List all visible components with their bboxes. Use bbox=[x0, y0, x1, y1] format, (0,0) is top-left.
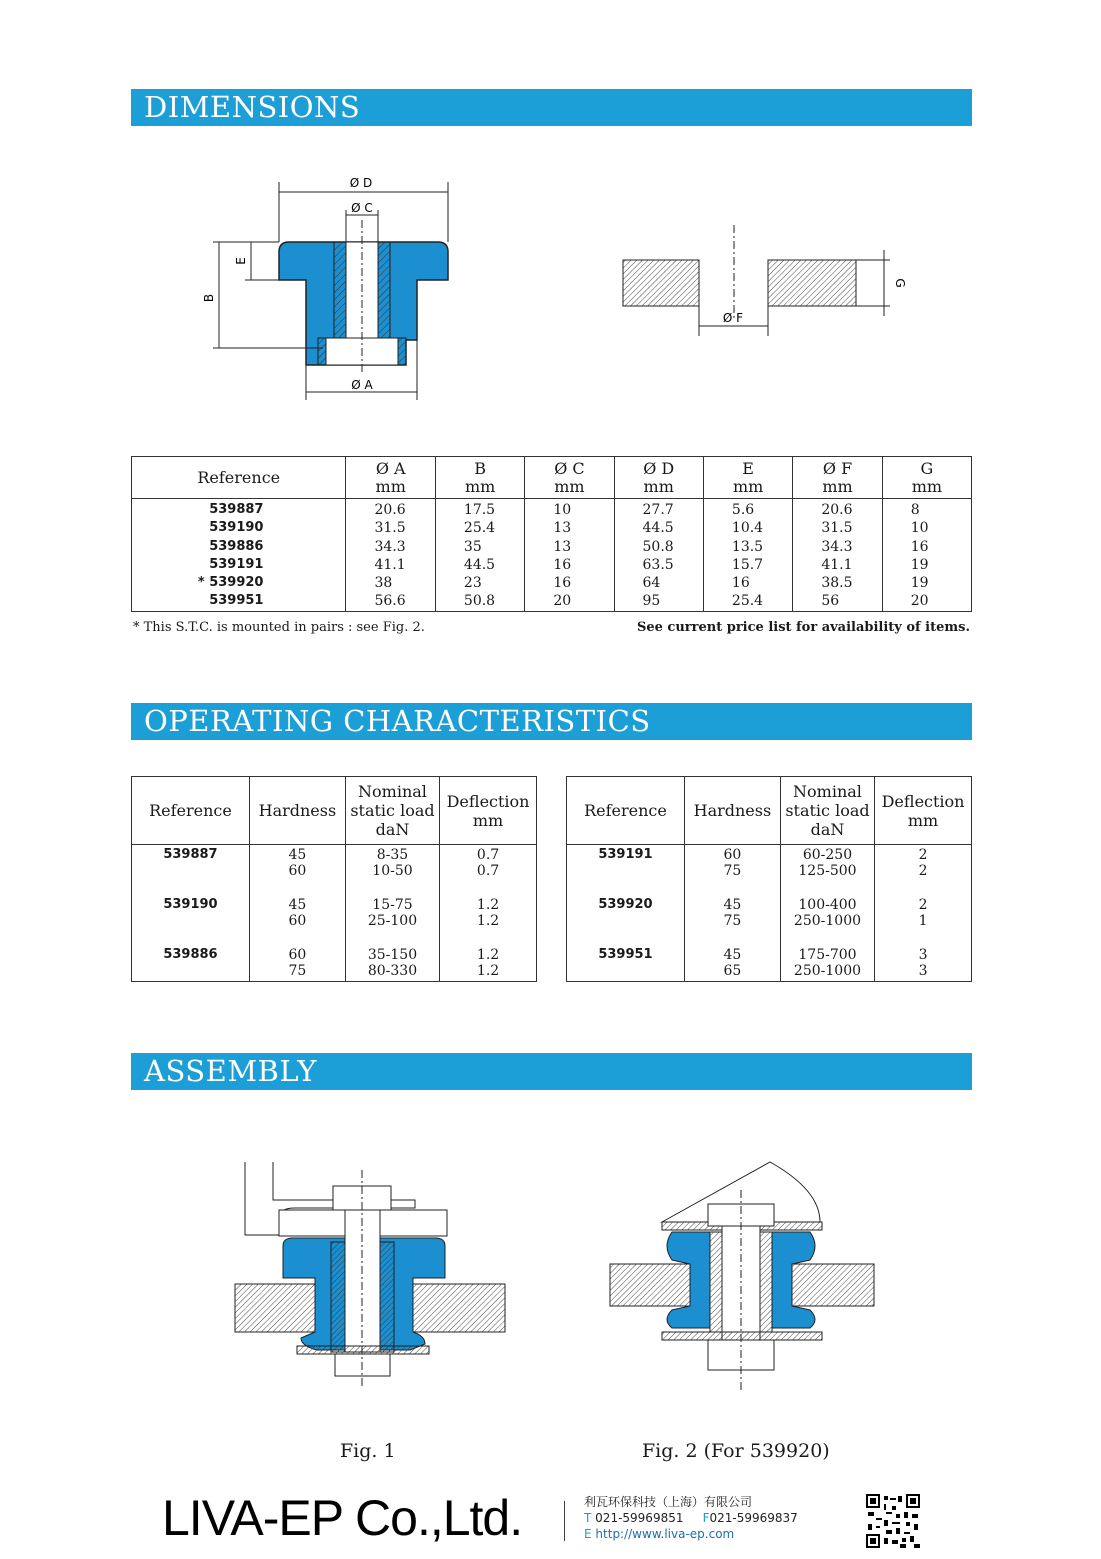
footnote: * This S.T.C. is mounted in pairs : see Fig. 2. bbox=[133, 620, 425, 635]
value-cell: 16 bbox=[703, 574, 792, 592]
website-link[interactable]: http://www.liva-ep.com bbox=[595, 1527, 735, 1541]
deflection-value: 3 bbox=[918, 947, 928, 963]
value-cell: 10 bbox=[525, 499, 614, 520]
tel-number: 021-59969851 bbox=[595, 1511, 684, 1525]
reference-cell: 539190 bbox=[132, 519, 346, 537]
value-cell: 56.6 bbox=[346, 592, 435, 611]
value-cell: 34.3 bbox=[793, 538, 882, 556]
value-cell: 16 bbox=[525, 574, 614, 592]
col-a bbox=[346, 457, 435, 499]
dimensions-row bbox=[132, 519, 972, 537]
col-hardness-text: Hardness bbox=[693, 801, 772, 820]
col-b-name: B bbox=[474, 459, 486, 478]
load-cell bbox=[345, 895, 439, 945]
deflection-value: 2 bbox=[918, 863, 928, 879]
load-value: 10-50 bbox=[372, 863, 413, 879]
deflection-cell bbox=[440, 945, 537, 982]
value-cell: 8 bbox=[882, 499, 971, 520]
col-load bbox=[345, 777, 439, 845]
load-value: 250-1000 bbox=[793, 963, 862, 979]
hardness-value: 75 bbox=[723, 863, 742, 879]
fig1-caption: Fig. 1 bbox=[340, 1440, 396, 1462]
col-b bbox=[435, 457, 524, 499]
col-reference: Reference bbox=[132, 457, 346, 499]
value-cell: 16 bbox=[525, 556, 614, 574]
load-cell bbox=[780, 845, 874, 896]
value-cell: 25.4 bbox=[703, 592, 792, 611]
dimensions-table bbox=[131, 456, 972, 612]
value-cell: 25.4 bbox=[435, 519, 524, 537]
contact-block bbox=[584, 1494, 798, 1542]
col-c-unit: mm bbox=[554, 477, 585, 496]
reference-cell: 539886 bbox=[132, 538, 346, 556]
operating-header-row bbox=[567, 777, 972, 845]
assembly-fig1 bbox=[235, 1160, 510, 1390]
col-c-name: Ø C bbox=[554, 459, 585, 478]
col-a-unit: mm bbox=[375, 477, 406, 496]
reference-cell: 539886 bbox=[132, 945, 250, 982]
dimensions-row bbox=[132, 538, 972, 556]
dimensions-row bbox=[132, 574, 972, 592]
section-header-assembly: ASSEMBLY bbox=[131, 1053, 972, 1090]
col-load-text: daN bbox=[810, 820, 845, 839]
operating-row bbox=[132, 945, 537, 982]
deflection-cell bbox=[875, 845, 972, 896]
col-reference-text: Reference bbox=[149, 801, 232, 820]
load-value: 15-75 bbox=[372, 897, 413, 913]
deflection-value: 2 bbox=[918, 847, 928, 863]
deflection-value: 1.2 bbox=[476, 913, 500, 929]
reference-cell: 539191 bbox=[567, 845, 685, 896]
col-load-text: static load bbox=[350, 801, 435, 820]
load-cell bbox=[345, 945, 439, 982]
col-g bbox=[882, 457, 971, 499]
value-cell: 41.1 bbox=[346, 556, 435, 574]
reference-cell: * 539920 bbox=[132, 574, 346, 592]
load-value: 8-35 bbox=[376, 847, 409, 863]
col-load-text: static load bbox=[785, 801, 870, 820]
operating-row bbox=[132, 845, 537, 896]
assembly-fig2 bbox=[610, 1160, 880, 1395]
value-cell: 20.6 bbox=[346, 499, 435, 520]
load-value: 100-400 bbox=[798, 897, 857, 913]
deflection-value: 1.2 bbox=[476, 897, 500, 913]
col-c bbox=[525, 457, 614, 499]
col-deflection-text: mm bbox=[907, 810, 939, 830]
operating-header-row bbox=[132, 777, 537, 845]
qr-code-icon bbox=[866, 1494, 920, 1548]
hardness-value: 60 bbox=[288, 863, 307, 879]
reference-cell: 539920 bbox=[567, 895, 685, 945]
value-cell: 95 bbox=[614, 592, 703, 611]
dimensions-row bbox=[132, 556, 972, 574]
col-hardness bbox=[249, 777, 345, 845]
value-cell: 38.5 bbox=[793, 574, 882, 592]
hardness-value: 45 bbox=[723, 947, 742, 963]
hardness-value: 65 bbox=[723, 963, 742, 979]
panel-hole-drawing bbox=[620, 220, 910, 340]
label-e: E bbox=[234, 257, 248, 265]
col-deflection bbox=[875, 777, 972, 845]
hardness-value: 60 bbox=[288, 947, 307, 963]
reference-cell: 539951 bbox=[567, 945, 685, 982]
reference-cell: 539191 bbox=[132, 556, 346, 574]
phone-row bbox=[584, 1510, 798, 1526]
operating-row bbox=[567, 945, 972, 982]
reference-cell: 539887 bbox=[132, 499, 346, 520]
col-e-name: E bbox=[742, 459, 754, 478]
hardness-value: 45 bbox=[288, 897, 307, 913]
col-e bbox=[703, 457, 792, 499]
dimensions-row bbox=[132, 499, 972, 520]
value-cell: 50.8 bbox=[435, 592, 524, 611]
company-logo: LIVA-EP Co.,Ltd. bbox=[162, 1490, 523, 1546]
col-b-unit: mm bbox=[464, 477, 496, 496]
col-load-text: daN bbox=[375, 820, 410, 839]
col-load-text: Nominal bbox=[793, 782, 862, 801]
col-hardness-text: Hardness bbox=[258, 801, 337, 820]
col-d-name: Ø D bbox=[643, 459, 675, 478]
col-reference-text: Reference bbox=[584, 801, 667, 820]
value-cell: 10 bbox=[882, 519, 971, 537]
label-b: B bbox=[202, 293, 216, 303]
col-hardness bbox=[684, 777, 780, 845]
value-cell: 63.5 bbox=[614, 556, 703, 574]
value-cell: 20 bbox=[882, 592, 971, 611]
col-g-name: G bbox=[920, 459, 934, 478]
col-d bbox=[614, 457, 703, 499]
load-value: 60-250 bbox=[802, 847, 853, 863]
hardness-value: 75 bbox=[723, 913, 742, 929]
load-cell bbox=[345, 845, 439, 896]
availability-note: See current price list for availability of items. bbox=[636, 620, 970, 635]
hardness-cell bbox=[249, 845, 345, 896]
hardness-value: 60 bbox=[288, 913, 307, 929]
hardness-value: 45 bbox=[723, 897, 742, 913]
value-cell: 23 bbox=[435, 574, 524, 592]
value-cell: 31.5 bbox=[793, 519, 882, 537]
value-cell: 31.5 bbox=[346, 519, 435, 537]
deflection-value: 2 bbox=[918, 897, 928, 913]
value-cell: 56 bbox=[793, 592, 882, 611]
load-value: 35-150 bbox=[367, 947, 418, 963]
col-load-text: Nominal bbox=[358, 782, 427, 801]
value-cell: 13 bbox=[525, 538, 614, 556]
url-row bbox=[584, 1526, 798, 1542]
load-value: 250-1000 bbox=[793, 913, 862, 929]
col-deflection-text: mm bbox=[472, 810, 504, 830]
deflection-value: 1 bbox=[918, 913, 928, 929]
hardness-value: 75 bbox=[288, 963, 307, 979]
load-value: 80-330 bbox=[367, 963, 418, 979]
value-cell: 19 bbox=[882, 556, 971, 574]
fax-number: 021-59969837 bbox=[709, 1511, 798, 1525]
deflection-value: 3 bbox=[918, 963, 928, 979]
value-cell: 5.6 bbox=[703, 499, 792, 520]
value-cell: 44.5 bbox=[435, 556, 524, 574]
operating-row bbox=[567, 845, 972, 896]
section-header-dimensions: DIMENSIONS bbox=[131, 89, 972, 126]
value-cell: 35 bbox=[435, 538, 524, 556]
footer-divider bbox=[564, 1501, 565, 1541]
deflection-value: 0.7 bbox=[476, 863, 500, 879]
label-d: Ø D bbox=[349, 176, 373, 190]
value-cell: 41.1 bbox=[793, 556, 882, 574]
value-cell: 16 bbox=[882, 538, 971, 556]
col-g-unit: mm bbox=[911, 477, 943, 496]
value-cell: 50.8 bbox=[614, 538, 703, 556]
value-cell: 44.5 bbox=[614, 519, 703, 537]
mount-section-drawing bbox=[195, 170, 475, 410]
operating-table-right bbox=[566, 776, 972, 982]
col-deflection-text: Deflection bbox=[446, 791, 530, 811]
value-cell: 34.3 bbox=[346, 538, 435, 556]
section-header-operating: OPERATING CHARACTERISTICS bbox=[131, 703, 972, 740]
col-reference bbox=[567, 777, 685, 845]
col-deflection-text: Deflection bbox=[881, 791, 965, 811]
value-cell: 19 bbox=[882, 574, 971, 592]
col-deflection bbox=[440, 777, 537, 845]
dimensions-row bbox=[132, 592, 972, 611]
col-e-unit: mm bbox=[732, 477, 764, 496]
label-f: Ø F bbox=[722, 311, 744, 325]
value-cell: 10.4 bbox=[703, 519, 792, 537]
col-load bbox=[780, 777, 874, 845]
hardness-cell bbox=[684, 895, 780, 945]
hardness-cell bbox=[249, 895, 345, 945]
load-value: 25-100 bbox=[367, 913, 418, 929]
deflection-value: 1.2 bbox=[476, 947, 500, 963]
deflection-value: 0.7 bbox=[476, 847, 500, 863]
operating-table-left bbox=[131, 776, 537, 982]
value-cell: 20 bbox=[525, 592, 614, 611]
hardness-cell bbox=[249, 945, 345, 982]
col-f bbox=[793, 457, 882, 499]
label-c: Ø C bbox=[351, 201, 373, 215]
hardness-cell bbox=[684, 945, 780, 982]
value-cell: 64 bbox=[614, 574, 703, 592]
value-cell: 17.5 bbox=[435, 499, 524, 520]
tel-label: T bbox=[584, 1511, 592, 1525]
hardness-value: 45 bbox=[288, 847, 307, 863]
reference-cell: 539190 bbox=[132, 895, 250, 945]
load-cell bbox=[780, 945, 874, 982]
label-g: G bbox=[893, 278, 907, 288]
col-f-unit: mm bbox=[822, 477, 853, 496]
deflection-value: 1.2 bbox=[476, 963, 500, 979]
value-cell: 27.7 bbox=[614, 499, 703, 520]
col-a-name: Ø A bbox=[375, 459, 406, 478]
deflection-cell bbox=[440, 895, 537, 945]
col-reference bbox=[132, 777, 250, 845]
dimensions-header-row bbox=[132, 457, 972, 499]
col-d-unit: mm bbox=[643, 477, 674, 496]
fig2-caption: Fig. 2 (For 539920) bbox=[642, 1440, 830, 1462]
operating-row bbox=[132, 895, 537, 945]
reference-cell: 539887 bbox=[132, 845, 250, 896]
hardness-value: 60 bbox=[723, 847, 742, 863]
fax-label: F bbox=[702, 1511, 710, 1525]
email-label: E bbox=[584, 1527, 592, 1541]
operating-row bbox=[567, 895, 972, 945]
load-value: 125-500 bbox=[798, 863, 857, 879]
label-a: Ø A bbox=[351, 378, 373, 392]
cn-company-name: 利瓦环保科技（上海）有限公司 bbox=[584, 1495, 753, 1509]
value-cell: 20.6 bbox=[793, 499, 882, 520]
load-cell bbox=[780, 895, 874, 945]
load-value: 175-700 bbox=[798, 947, 857, 963]
col-f-name: Ø F bbox=[822, 459, 853, 478]
value-cell: 38 bbox=[346, 574, 435, 592]
deflection-cell bbox=[440, 845, 537, 896]
value-cell: 13.5 bbox=[703, 538, 792, 556]
deflection-cell bbox=[875, 895, 972, 945]
hardness-cell bbox=[684, 845, 780, 896]
deflection-cell bbox=[875, 945, 972, 982]
reference-cell: 539951 bbox=[132, 592, 346, 611]
value-cell: 15.7 bbox=[703, 556, 792, 574]
value-cell: 13 bbox=[525, 519, 614, 537]
